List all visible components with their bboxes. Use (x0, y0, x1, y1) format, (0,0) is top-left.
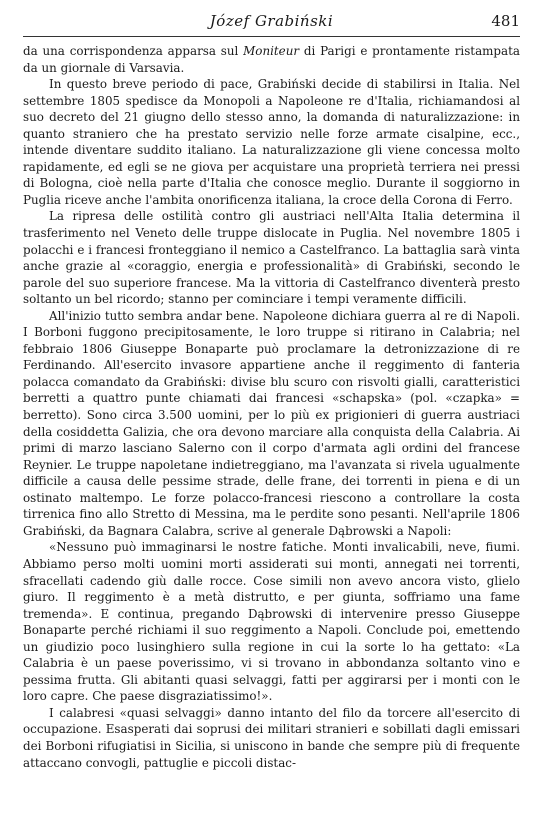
paragraph (23, 208, 520, 307)
paragraph-text: La ripresa delle ostilità contro gli austriaci nell'Alta Italia determina il trasferimento nel Veneto delle truppe dislocate in Puglia. Nel novembre 1805 i polacchi e i francesi fronteggiano il nemico a Castelfranco. La battaglia sarà vinta anche grazie al «coraggio, energia e professionalità» di Grabiński, secondo le parole del suo superiore francese. Ma la vittoria di Castelfranco diventerà presto soltanto un bel ricordo; stanno per cominciare i tempi veramente difficili. (23, 209, 520, 307)
paragraph-text: «Nessuno può immaginarsi le nostre fatiche. Monti invalicabili, neve, fiumi. Abbiamo perso molti uomini morti assiderati sui monti, annegati nei torrenti, sfracellati cadendo giù dalle rocce. Cose simili non avevo ancora visto, glielo giuro. Il reggimento è a metà distrutto, e per giunta, soffriamo una fame tremenda». E continua, pregando Dąbrowski di intervenire presso Giuseppe Bonaparte perché richiami il suo reggimento a Napoli. Conclude poi, emettendo un giudizio poco lusinghiero sulla regione in cui la sorte lo ha gettato: «La Calabria è un paese poverissimo, vi si trovano in abbondanza soltanto vino e pessima frutta. Gli abitanti quasi selvaggi, fatti per aggirarsi per i monti con le loro capre. Che paese disgraziatissimo!». (23, 540, 520, 704)
running-header (23, 10, 520, 37)
paragraph-text: I calabresi «quasi selvaggi» danno intanto del filo da torcere all'esercito di occupazione. Esasperati dai soprusi dei militari stranieri e sobillati dagli emissari dei Borboni rifugiatisi in Sicilia, si uniscono in bande che sempre più di frequente attaccano convogli, pattuglie e piccoli distac- (23, 705, 520, 770)
paragraph (23, 705, 520, 771)
paragraph-text: da una corrispondenza apparsa sul (23, 44, 244, 58)
italic-text: Moniteur (243, 44, 300, 58)
paragraph (23, 43, 520, 76)
paragraph (23, 76, 520, 208)
page-number: 481 (491, 12, 520, 30)
paragraph-text: di Parigi e prontamente ristampata da un giornale di Varsavia. (23, 44, 521, 75)
paragraph (23, 539, 520, 704)
body-text (23, 43, 520, 771)
running-title: Józef Grabiński (209, 12, 334, 30)
paragraph-text: In questo breve periodo di pace, Grabiński decide di stabilirsi in Italia. Nel settembre 1805 spedisce da Monopoli a Napoleone re d'Italia, richiamandosi al suo decreto del 21 giugno dello stesso anno, la domanda di naturalizzazione: in quanto straniero che ha prestato servizio nelle forze armate cisalpine, ecc., intende diventare suddito italiano. La naturalizzazione gli viene concessa molto rapidamente, ed egli se ne giova per acquistare una proprietà terriera nei pressi di Bologna, cioè nella parte d'Italia che conosce meglio. Durante il soggiorno in Puglia riceve anche l'ambita onorificenza italiana, la croce della Corona di Ferro. (23, 77, 520, 207)
paragraph (23, 308, 520, 540)
paragraph-text: All'inizio tutto sembra andar bene. Napoleone dichiara guerra al re di Napoli. I Borboni fuggono precipitosamente, le loro truppe si ritirano in Calabria; nel febbraio 1806 Giuseppe Bonaparte può proclamare la detronizzazione di re Ferdinando. All'esercito invasore appartiene anche il reggimento di fanteria polacca comandato da Grabiński: divise blu scuro con risvolti gialli, caratteristici berretti a quattro punte chiamati dai francesi «schapska» (pol. «czapka» = berretto). Sono circa 3.500 uomini, per lo più ex prigionieri di guerra austriaci della cosiddetta Galizia, che ora devono marciare alla conquista della Calabria. Ai primi di marzo lasciano Salerno con il corpo d'armata agli ordini del francese Reynier. Le truppe napoletane indietreggiano, ma l'avanzata si rivela ugualmente difficile a causa delle pessime strade, delle frane, dei torrenti in piena e di un ostinato maltempo. Le forze polacco-francesi riescono a controllare la costa tirrenica fino allo Stretto di Messina, ma le perdite sono pesanti. Nell'aprile 1806 Grabiński, da Bagnara Calabra, scrive al generale Dąbrowski a Napoli: (23, 308, 520, 538)
